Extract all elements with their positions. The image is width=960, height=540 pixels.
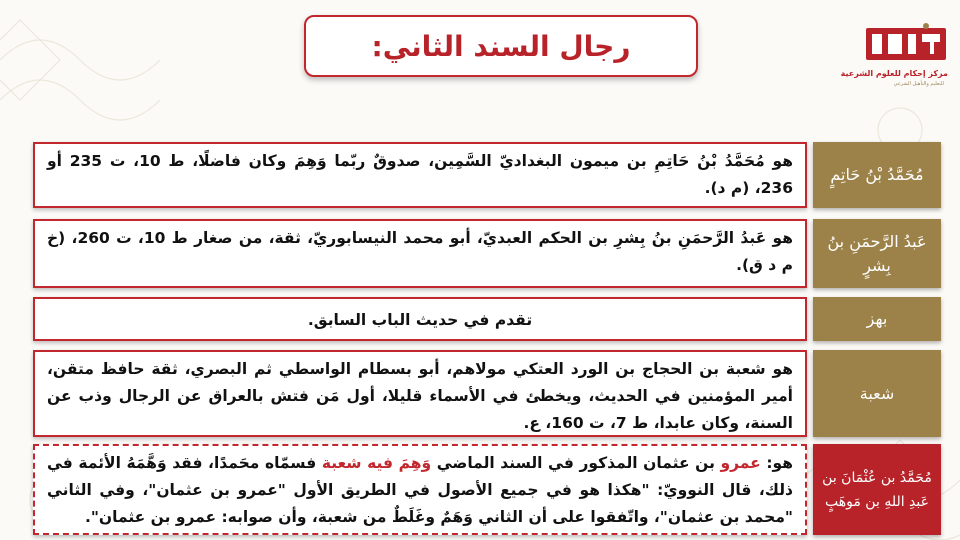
narrator-4-description (33, 350, 807, 437)
narrator-5-text-rest: فسمّاه محَمدًا، فقد وَهَّمَهُ الأئمة في ذلك، قال النوويّ: "هكذا هو في جميع الأصول في الطريق الأول "عمرو بن عثمان"، وفي الثاني "محمد بن عثمان"، واتّفقوا على أن الثاني وَهَمٌ وغَلَطٌ من شعبة، وأن صوابه: عمرو بن عثمان". (47, 454, 793, 526)
narrator-3-name: بهز (866, 309, 888, 328)
slide-title-box (304, 15, 698, 77)
narrator-2-name: عَبدُ الرَّحمَنِ بنُ بِشرٍ (827, 231, 927, 275)
narrator-4-text: هو شعبة بن الحجاج بن الورد العتكي مولاهم، أبو بسطام الواسطي ثم البصري، ثقة حافظ متقن، أمير المؤمنين في الحديث، ويخطئ في الأسماء قليلا، أول مَن فتش بالعراق عن الرجال وذب عن السنة، وكان عابدا، ط 7، ت 160، ع. (47, 360, 793, 432)
narrator-1-label-box (813, 142, 941, 208)
narrator-1-name: مُحَمَّدُ بْنُ حَاتِمٍ (830, 165, 924, 184)
narrator-2-description (33, 219, 807, 288)
logo (840, 22, 952, 92)
narrator-5-text-prefix: هو: (760, 454, 793, 472)
narrator-5-text-mid: بن عثمان المذكور في السند الماضي (431, 454, 721, 472)
narrator-5-highlight-name: عمرو (720, 454, 761, 472)
narrator-1-text: هو مُحَمَّدُ بْنُ حَاتِمِ بن ميمون البغداديّ السَّمِين، صدوقٌ ربّما وَهِمَ وكان فاضلًا، ط 10، ت 235 أو 236، (م د). (47, 152, 793, 197)
narrator-2-label-box (813, 219, 941, 288)
narrator-2-text: هو عَبدُ الرَّحمَنِ بنُ بِشرِ بن الحكم العبديّ، أبو محمد النيسابوريّ، ثقة، من صغار ط 10، ت 260، (خ م د ق). (47, 229, 794, 274)
narrator-3-label-box (813, 297, 941, 341)
logo-subtitle: مركز إحكام للعلوم الشرعية (840, 69, 948, 78)
narrator-1-description (33, 142, 807, 208)
narrator-4-name: شعبة (859, 383, 895, 403)
narrator-4-label-box (813, 350, 941, 437)
narrator-5-highlight-error: وَهِمَ فيه شعبة (321, 454, 432, 472)
narrator-3-text: تقدم في حديث الباب السابق. (307, 311, 533, 329)
logo-mark-icon (864, 22, 948, 66)
narrator-5-name: مُحَمَّدُ بن عُثْمَانَ بن عَبدِ اللهِ بن مَوهَبٍ (822, 469, 932, 510)
narrator-5-description (33, 444, 807, 535)
narrator-3-description (33, 297, 807, 341)
slide-title: رجال السند الثاني: (371, 29, 631, 63)
logo-tagline: للتعليم والتأهيل الشرعي (893, 81, 944, 87)
narrator-5-label-box (813, 444, 941, 535)
